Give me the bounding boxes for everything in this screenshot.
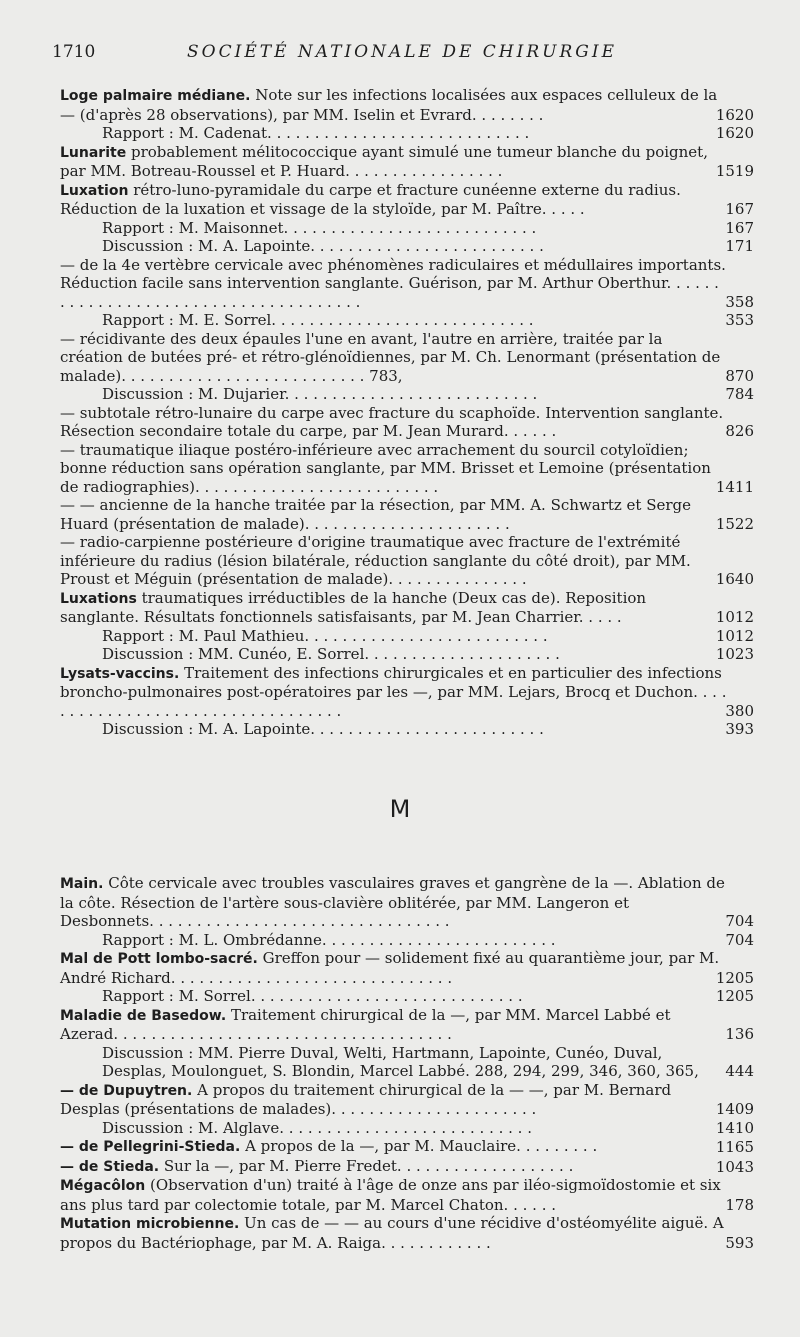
index-entry [60,1137,754,1157]
index-entry [60,496,754,533]
entry-keyword: Mal de Pott lombo-sacré. [60,951,258,967]
entry-keyword: Lunarite [60,144,127,161]
entry-text: Discussion : M. Dujarier. . . . . . . . . . . . . . . . . . . . . . . . . . . [102,385,538,403]
entry-text: — radio-carpienne postérieure d'origine traumatique avec fracture de l'extrémité inférieure du radius (lésion bilatérale, réduction sanglante du côté droit), par MM. Proust et Méguin (présentation de malade). . . . . . . . . . . . . . . [60,533,691,588]
entry-keyword: Luxations [60,590,137,607]
entry-page-number: 1012 [715,626,754,645]
index-entry [60,440,754,497]
index-entry [60,329,754,386]
entry-page-number: 1023 [715,645,754,663]
index-entry [60,1043,754,1081]
index-entry [60,533,754,589]
entry-page-number: 178 [725,1195,754,1214]
page-header [52,42,752,66]
entry-text: — récidivante des deux épaules l'une en avant, l'autre en arrière, traitée par la création de butées pré- et rétro-glénoïdiennes, par M. Ch. Lenormant (présentation de malade). . . . . . . . . . . . . . . . . . . . . . . . . . 783, [60,329,721,385]
entry-text: (Observation d'un) traité à l'âge de onze ans par iléo-sigmoïdostomie et six ans plus tard par colectomie totale, par M. Marcel Chaton. . . . . . [60,1176,721,1214]
index-entry [60,1176,754,1214]
entry-text: Greffon pour — solidement fixé au quarantième jour, par M. André Richard. . . . . . . . . . . . . . . . . . . . . . . . . . . . . . [60,949,720,987]
entry-text: Discussion : M. A. Lapointe. . . . . . . . . . . . . . . . . . . . . . . . . [102,237,544,255]
index-entry [60,255,754,312]
index-section-l [60,86,754,739]
entry-text: Rapport : M. E. Sorrel. . . . . . . . . . . . . . . . . . . . . . . . . . . . [102,311,534,329]
section-letter: M [389,795,411,823]
entry-text: Discussion : MM. Cunéo, E. Sorrel. . . . . . . . . . . . . . . . . . . . . [102,645,560,663]
entry-text: Traitement chirurgical de la —, par MM. Marcel Labbé et Azerad. . . . . . . . . . . . . . . . . . . . . . . . . . . . . . . . . . . . [60,1005,671,1043]
index-entry [60,930,754,950]
entry-keyword: — de Stieda. [60,1158,160,1175]
entry-page-number: 1640 [715,570,754,588]
index-entry [60,403,754,441]
entry-page-number: 167 [725,218,754,237]
entry-text: Rapport : M. Paul Mathieu. . . . . . . . . . . . . . . . . . . . . . . . . . [102,626,548,645]
entry-page-number: 353 [725,311,754,329]
entry-text: Rapport : M. Sorrel. . . . . . . . . . . . . . . . . . . . . . . . . . . . . [102,987,523,1005]
index-entry [60,588,754,627]
entry-page-number: 1522 [715,514,754,533]
entry-page-number: 1620 [715,124,754,142]
entry-page-number: 704 [725,912,754,930]
index-entry [60,218,754,238]
index-entry [60,1156,754,1177]
entry-text: Rapport : M. Cadenat. . . . . . . . . . . . . . . . . . . . . . . . . . . . [102,124,530,142]
entry-page-number: 136 [725,1025,754,1043]
entry-page-number: 784 [725,385,754,403]
entry-text: — — ancienne de la hanche traitée par la résection, par MM. A. Schwartz et Serge Huard (présentation de malade). . . . . . . . . . . . . . . . . . . . . . [60,496,692,533]
entry-text: rétro-luno-pyramidale du carpe et fracture cunéenne externe du radius. Réduction de la luxation et vissage de la styloïde, par M. Paître. . . . . [60,180,681,218]
entry-page-number: 1205 [715,987,754,1005]
index-entry [60,124,754,143]
entry-keyword: Mégacôlon [60,1178,146,1194]
entry-page-number: 1165 [715,1138,754,1156]
index-entry [60,180,754,219]
entry-text: Traitement des infections chirurgicales et en particulier des infections broncho-pulmonaires post-opératoires par les —, par MM. Lejars, Brocq et Duchon. . . . . . . . . . . . . . . . . . . . . . . . . . . . . . . . . . [60,663,727,720]
entry-text: Côte cervicale avec troubles vasculaires graves et gangrène de la —. Ablation de la côte. Résection de l'artère sous-clavière oblitérée, par MM. Langeron et Desbonnets. . . . . . . . . . . . . . . . . . . . . . . . . . . . . . . . [60,874,725,930]
entry-page-number: 444 [725,1062,754,1080]
entry-page-number: 704 [725,930,754,949]
entry-text: Discussion : M. Alglave. . . . . . . . . . . . . . . . . . . . . . . . . . . [102,1118,532,1137]
entry-keyword: Lysats-vaccins. [60,665,180,682]
index-entry [60,142,754,181]
entry-text: Rapport : M. Maisonnet. . . . . . . . . . . . . . . . . . . . . . . . . . . [102,218,537,237]
entry-text: Un cas de — — au cours d'une récidive d'ostéomyélite aiguë. A propos du Bactériophage, par M. A. Raiga. . . . . . . . . . . . [60,1214,724,1252]
entry-page-number: 1043 [715,1157,754,1176]
index-entry [60,385,754,404]
entry-page-number: 1205 [715,968,754,987]
entry-keyword: — de Dupuytren. [60,1082,193,1099]
entry-page-number: 358 [725,292,754,311]
entry-page-number: 1620 [715,105,754,124]
entry-keyword: Maladie de Basedow. [60,1007,227,1024]
index-entry [60,1080,754,1119]
entry-text: traumatiques irréductibles de la hanche (Deux cas de). Reposition sanglante. Résultats fonctionnels satisfaisants, par M. Jean Charrier. . . . . [60,588,647,626]
index-entry [60,626,754,646]
entry-keyword: Main. [60,876,104,892]
entry-page-number: 1519 [715,162,754,180]
page-number: 1710 [52,42,96,62]
entry-text: A propos du traitement chirurgical de la — —, par M. Bernard Desplas (présentations de malades). . . . . . . . . . . . . . . . . . . . . . [60,1080,672,1118]
index-entry [60,1005,754,1044]
entry-page-number: 393 [725,720,754,738]
index-entry [60,720,754,739]
index-entry [60,663,754,721]
entry-page-number: 593 [725,1233,754,1252]
entry-page-number: 380 [725,701,754,720]
entry-text: Discussion : MM. Pierre Duval, Welti, Hartmann, Lapointe, Cunéo, Duval, Desplas, Moulonguet, S. Blondin, Marcel Labbé. 288, 294, 299, 346, 360, 365, [102,1043,699,1080]
entry-page-number: 1411 [715,477,754,496]
index-entry [60,311,754,330]
index-section-m [60,874,754,1252]
entry-text: A propos de la —, par M. Mauclaire. . . . . . . . . [245,1137,598,1155]
entry-text: Note sur les infections localisées aux espaces celluleux de la — (d'après 28 observations), par MM. Iselin et Evrard. . . . . . . . [60,86,718,124]
running-title: SOCIÉTÉ NATIONALE DE CHIRURGIE [187,42,617,62]
index-entry [60,987,754,1006]
entry-keyword: Mutation microbienne. [60,1216,240,1232]
index-entry [60,645,754,664]
entry-text: Sur la —, par M. Pierre Fredet. . . . . . . . . . . . . . . . . . . [163,1156,574,1175]
entry-text: — traumatique iliaque postéro-inférieure avec arrachement du sourcil cotyloïdien; bonne réduction sans opération sanglante, par MM. Brisset et Lemoine (présentation de radiographies). . . . . . . . . . . . . . . . . . . . . . . . . . [60,440,711,496]
index-entry [60,1118,754,1138]
entry-text: probablement mélitococcique ayant simulé une tumeur blanche du poignet, par MM. Botreau-Roussel et P. Huard. . . . . . . . . . . . . . . . . [60,142,708,180]
entry-text: — de la 4e vertèbre cervicale avec phénomènes radiculaires et médullaires importants. Réduction facile sans intervention sanglante. Guérison, par M. Arthur Oberthur. . . . . . . . . . . . . . . . . . . . . . . . . . . . . . . . . . . . . . [60,255,726,311]
entry-page-number: 870 [725,366,754,385]
entry-page-number: 167 [725,200,754,218]
index-entry [60,874,754,931]
index-entry [60,237,754,256]
entry-text: Discussion : M. A. Lapointe. . . . . . . . . . . . . . . . . . . . . . . . . [102,720,544,738]
index-entry [60,86,754,124]
entry-text: — subtotale rétro-lunaire du carpe avec fracture du scaphoïde. Intervention sanglante. Résection secondaire totale du carpe, par M. Jean Murard. . . . . . [60,403,724,440]
entry-text: Rapport : M. L. Ombrédanne. . . . . . . . . . . . . . . . . . . . . . . . . [102,930,556,949]
entry-page-number: 1409 [715,1100,754,1118]
entry-keyword: — de Pellegrini-Stieda. [60,1139,241,1155]
entry-page-number: 171 [725,237,754,255]
index-entry [60,949,754,987]
entry-keyword: Luxation [60,182,129,199]
entry-page-number: 1410 [715,1118,754,1137]
entry-page-number: 826 [725,422,754,440]
entry-page-number: 1012 [715,608,754,626]
index-entry [60,1214,754,1252]
entry-keyword: Loge palmaire médiane. [60,88,251,104]
